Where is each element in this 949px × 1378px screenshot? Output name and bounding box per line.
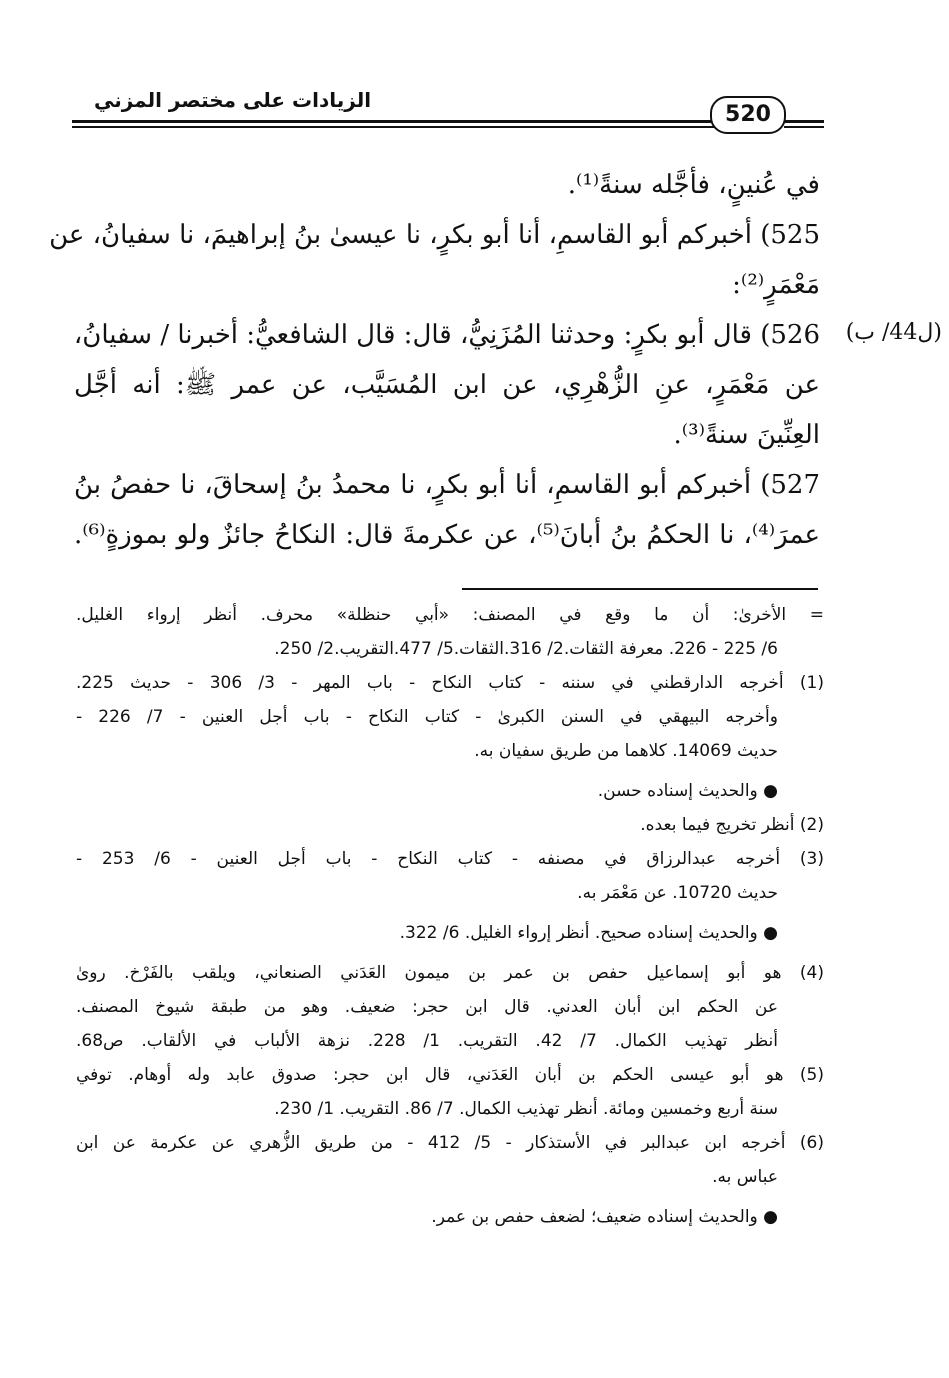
margin-manuscript-note: (ل44/ ب) bbox=[845, 320, 942, 345]
header-rule bbox=[72, 126, 722, 128]
main-text bbox=[49, 160, 821, 560]
footnote-line: عباس به. bbox=[712, 1167, 778, 1187]
header-rule bbox=[784, 120, 824, 123]
hadith-527-line: 527) أخبركم أبو القاسمِ، أنا أبو بكرٍ، نا محمدُ بنُ إسحاقَ، نا حفصُ بنُ bbox=[74, 470, 820, 500]
footnotes bbox=[76, 598, 824, 1234]
footnote-1: (1) أخرجه الدارقطني في سننه - كتاب النكاح - باب المهر - 3/ 306 - حديث 225. bbox=[76, 673, 824, 693]
hadith-526-line: 526) قال أبو بكرٍ: وحدثنا المُزَنِيُّ، قال: قال الشافعيُّ: أخبرنا / سفيانُ، bbox=[73, 320, 820, 350]
footnote-line: 6/ 225 - 226. معرفة الثقات.2/ 316.الثقات.5/ 477.التقريب.2/ 250. bbox=[274, 639, 778, 659]
header-rule bbox=[72, 120, 722, 123]
footnote-separator bbox=[462, 588, 818, 590]
footnote-line: عن الحكم ابن أبان العدني. قال ابن حجر: ضعيف. وهو من طبقة شيوخ المصنف. bbox=[76, 997, 778, 1017]
footnote-grade: ● والحديث إسناده حسن. bbox=[597, 781, 778, 801]
text-line: عمرَ⁽⁴⁾، نا الحكمُ بنُ أبانَ⁽⁵⁾، عن عكرمةَ قال: النكاحُ جائزٌ ولو بموزةٍ⁽⁶⁾. bbox=[74, 520, 821, 550]
footnote-2: (2) أنظر تخريج فيما بعده. bbox=[640, 815, 824, 835]
page-header bbox=[72, 86, 822, 146]
footnote-line: أنظر تهذيب الكمال. 7/ 42. التقريب. 1/ 228. نزهة الألباب في الألقاب. ص68. bbox=[76, 1031, 778, 1051]
footnote-5: (5) هو أبو عيسى الحكم بن أبان العَدَني، قال ابن حجر: صدوق عابد وله أوهام. توفي bbox=[76, 1065, 824, 1085]
text-line: العِنِّينَ سنةً⁽³⁾. bbox=[673, 420, 820, 450]
footnote-4: (4) هو أبو إسماعيل حفص بن عمر بن ميمون العَدَني الصنعاني، ويلقب بالفَرْخ. روىٰ bbox=[76, 963, 824, 983]
header-rule bbox=[784, 126, 824, 128]
footnote-grade: ● والحديث إسناده ضعيف؛ لضعف حفص بن عمر. bbox=[431, 1207, 778, 1227]
book-title: الزيادات على مختصر المزني bbox=[94, 88, 372, 112]
footnote-grade: ● والحديث إسناده صحيح. أنظر إرواء الغليل. 6/ 322. bbox=[399, 923, 778, 943]
text-line: في عُنينٍ، فأجَّله سنةً⁽¹⁾. bbox=[567, 170, 820, 200]
footnote-line: حديث 14069. كلاهما من طريق سفيان به. bbox=[474, 741, 778, 761]
page-number: 520 bbox=[710, 96, 786, 134]
footnote-line: حديث 10720. عن مَعْمَر به. bbox=[577, 883, 778, 903]
text-line: عن مَعْمَرٍ، عنِ الزُّهْرِي، عن ابن المُسَيَّب، عن عمر ﷺ: أنه أجَّل bbox=[74, 370, 820, 400]
footnote-3: (3) أخرجه عبدالرزاق في مصنفه - كتاب النكاح - باب أجل العنين - 6/ 253 - bbox=[76, 849, 824, 869]
footnote-line: = الأخرىٰ: أن ما وقع في المصنف: «أبي حنظلة» محرف. أنظر إرواء الغليل. bbox=[76, 605, 824, 625]
hadith-525-line: 525) أخبركم أبو القاسمِ، أنا أبو بكرٍ، نا عيسىٰ بنُ إبراهيمَ، نا سفيانُ، عن bbox=[49, 220, 820, 250]
footnote-6: (6) أخرجه ابن عبدالبر في الأستذكار - 5/ 412 - من طريق الزُّهري عن عكرمة عن ابن bbox=[76, 1133, 825, 1153]
footnote-line: سنة أربع وخمسين ومائة. أنظر تهذيب الكمال. 7/ 86. التقريب. 1/ 230. bbox=[274, 1099, 778, 1119]
text-line: مَعْمَرٍ⁽²⁾: bbox=[732, 270, 820, 300]
footnote-line: وأخرجه البيهقي في السنن الكبرىٰ - كتاب النكاح - باب أجل العنين - 7/ 226 - bbox=[76, 707, 778, 727]
